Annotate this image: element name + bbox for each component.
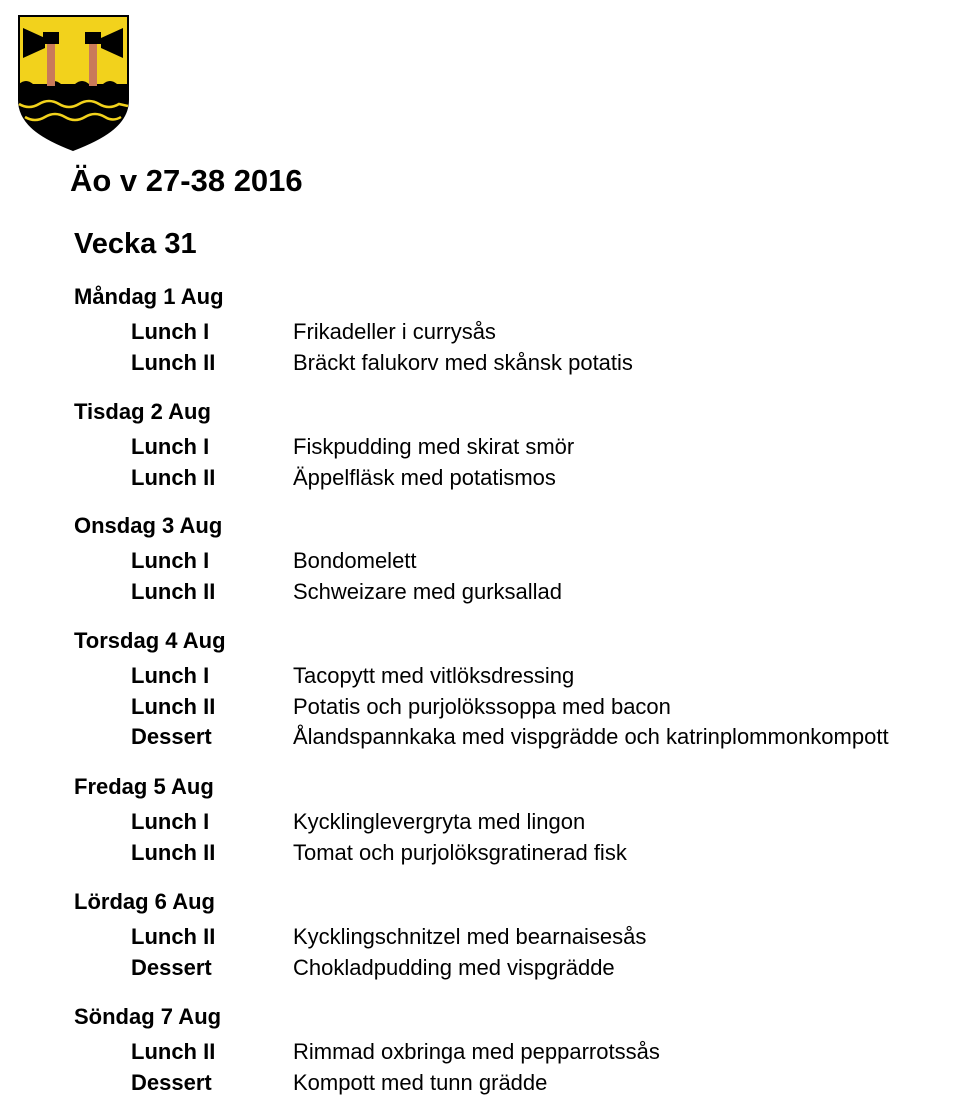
meal-row xyxy=(0,838,960,868)
meal-label: Lunch II xyxy=(131,350,216,375)
meal-dish: Bräckt falukorv med skånsk potatis xyxy=(293,350,633,375)
meal-dish: Äppelfläsk med potatismos xyxy=(293,465,556,490)
meal-label: Lunch II xyxy=(131,694,216,719)
meal-dish: Tomat och purjolöksgratinerad fisk xyxy=(293,840,627,865)
meal-row xyxy=(0,807,960,837)
meal-label: Lunch I xyxy=(131,663,210,688)
meal-dish: Rimmad oxbringa med pepparrotssås xyxy=(293,1039,660,1064)
meal-label: Dessert xyxy=(131,724,212,749)
meal-dish: Potatis och purjolökssoppa med bacon xyxy=(293,694,671,719)
meal-label: Dessert xyxy=(131,955,212,980)
meal-row xyxy=(0,546,960,576)
meal-row xyxy=(0,1037,960,1067)
meal-row xyxy=(0,922,960,952)
meal-dish: Fiskpudding med skirat smör xyxy=(293,434,575,459)
meal-dish: Schweizare med gurksallad xyxy=(293,579,563,604)
day-name: Onsdag 3 Aug xyxy=(74,513,223,538)
meal-row xyxy=(0,661,960,691)
meal-dish: Tacopytt med vitlöksdressing xyxy=(293,663,575,688)
meal-label: Lunch I xyxy=(131,548,210,573)
meal-label: Lunch II xyxy=(131,924,216,949)
meal-label: Lunch I xyxy=(131,434,210,459)
meal-dish: Kompott med tunn grädde xyxy=(293,1070,548,1095)
meal-label: Lunch II xyxy=(131,840,216,865)
meal-dish: Kycklinglevergryta med lingon xyxy=(293,809,586,834)
day-name: Torsdag 4 Aug xyxy=(74,628,226,653)
day-name: Fredag 5 Aug xyxy=(74,774,214,799)
meal-row xyxy=(0,348,960,378)
meal-label: Lunch II xyxy=(131,1039,216,1064)
meal-label: Lunch II xyxy=(131,579,216,604)
meal-label: Dessert xyxy=(131,1070,212,1095)
day-name: Måndag 1 Aug xyxy=(74,284,224,309)
document-title: Äo v 27-38 2016 xyxy=(70,163,303,198)
meal-dish: Ålandspannkaka med vispgrädde och katrinplommonkompott xyxy=(293,724,889,749)
week-heading: Vecka 31 xyxy=(74,228,197,260)
meal-row xyxy=(0,722,960,752)
meal-row xyxy=(0,953,960,983)
meal-label: Lunch II xyxy=(131,465,216,490)
meal-row xyxy=(0,432,960,462)
meal-dish: Chokladpudding med vispgrädde xyxy=(293,955,615,980)
meal-label: Lunch I xyxy=(131,809,210,834)
meal-dish: Frikadeller i currysås xyxy=(293,319,496,344)
day-name: Tisdag 2 Aug xyxy=(74,399,211,424)
meal-row xyxy=(0,317,960,347)
meal-row xyxy=(0,577,960,607)
meal-dish: Kycklingschnitzel med bearnaisesås xyxy=(293,924,647,949)
meal-row xyxy=(0,692,960,722)
day-name: Lördag 6 Aug xyxy=(74,889,215,914)
day-name: Söndag 7 Aug xyxy=(74,1004,222,1029)
meal-label: Lunch I xyxy=(131,319,210,344)
meal-row xyxy=(0,463,960,493)
meal-dish: Bondomelett xyxy=(293,548,417,573)
